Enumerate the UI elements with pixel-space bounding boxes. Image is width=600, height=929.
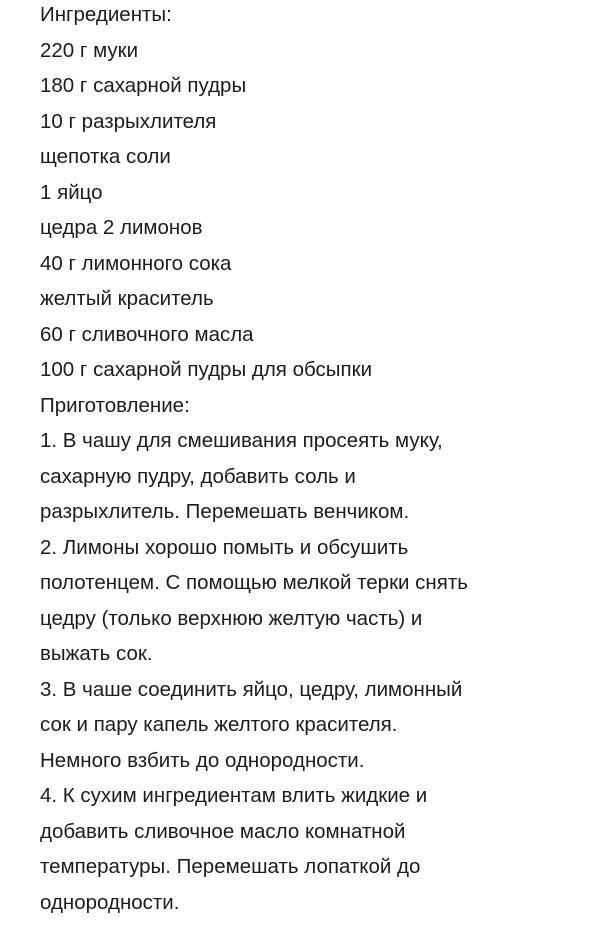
ingredient-item: цедра 2 лимонов <box>40 216 203 239</box>
ingredient-item: 40 г лимонного сока <box>40 251 232 275</box>
step-1 <box>40 423 588 530</box>
recipe-note <box>40 0 588 920</box>
ingredient-item: щепотка соли <box>40 145 171 168</box>
step-line: разрыхлитель. Перемешать венчиком. <box>40 500 410 523</box>
step-line: выжать сок. <box>40 642 153 665</box>
step-line: температуры. Перемешать лопаткой до <box>40 855 421 878</box>
preparation-heading: Приготовление: <box>40 393 190 417</box>
step-line: цедру (только верхнюю желтую часть) и <box>40 606 423 630</box>
ingredient-item: 10 г разрыхлителя <box>40 109 217 133</box>
step-3 <box>40 672 588 779</box>
step-line: 3. В чаше соединить яйцо, цедру, лимонный <box>40 677 463 701</box>
step-line: 1. В чашу для смешивания просеять муку, <box>40 429 443 452</box>
ingredients-list <box>40 33 588 388</box>
step-line: полотенцем. С помощью мелкой терки снять <box>40 571 468 594</box>
ingredient-item: 220 г муки <box>40 38 139 62</box>
ingredient-item: желтый краситель <box>40 287 214 310</box>
ingredient-item: 1 яйцо <box>40 180 103 204</box>
ingredient-item: 180 г сахарной пудры <box>40 74 247 97</box>
step-line: добавить сливочное масло комнатной <box>40 819 406 843</box>
preparation-steps <box>40 423 588 920</box>
step-line: Немного взбить до однородности. <box>40 748 365 772</box>
ingredient-item: 100 г сахарной пудры для обсыпки <box>40 358 373 381</box>
step-2 <box>40 530 588 672</box>
step-line: сахарную пудру, добавить соль и <box>40 464 356 488</box>
step-line: 4. К сухим ингредиентам влить жидкие и <box>40 784 428 807</box>
ingredients-heading: Ингредиенты: <box>40 3 172 26</box>
step-line: однородности. <box>40 890 180 914</box>
ingredient-item: 60 г сливочного масла <box>40 322 254 346</box>
step-4 <box>40 778 588 920</box>
step-line: 2. Лимоны хорошо помыть и обсушить <box>40 535 409 559</box>
step-line: сок и пару капель желтого красителя. <box>40 713 398 736</box>
